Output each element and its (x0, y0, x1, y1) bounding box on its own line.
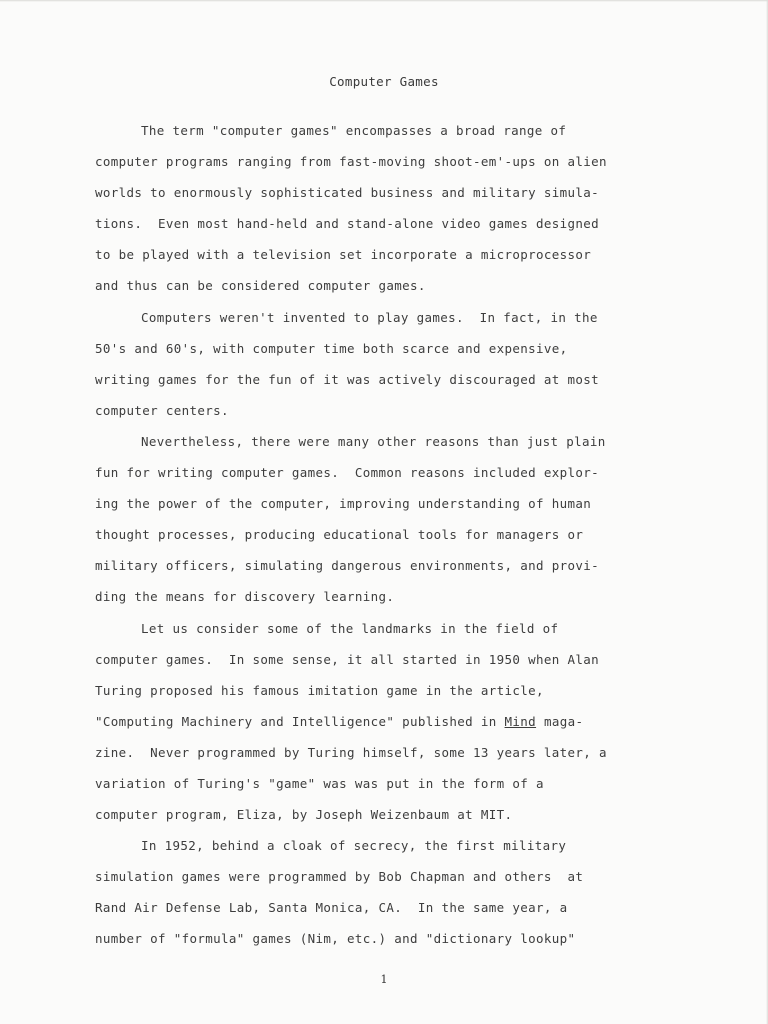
text-line: worlds to enormously sophisticated business and military simula- (95, 185, 600, 201)
text-line: and thus can be considered computer games. (95, 278, 426, 294)
text-line: tions. Even most hand-held and stand-alone video games designed (95, 216, 600, 232)
text-line: Computers weren't invented to play games. In fact, in the (141, 309, 598, 325)
scan-edge-top (0, 0, 768, 2)
text-line: number of "formula" games (Nim, etc.) and "dictionary lookup" (95, 931, 576, 947)
text-line: Nevertheless, there were many other reasons than just plain (141, 433, 606, 449)
text-line: writing games for the fun of it was actively discouraged at most (95, 371, 600, 387)
text-segment: "Computing Machinery and Intelligence" published in (95, 713, 505, 729)
text-segment: maga- (536, 713, 584, 729)
document-body (95, 115, 695, 955)
text-line-with-title (95, 706, 695, 737)
text-line: simulation games were programmed by Bob Chapman and others at (95, 869, 584, 885)
text-line: ing the power of the computer, improving understanding of human (95, 496, 592, 512)
text-line: computer programs ranging from fast-moving shoot-em'-ups on alien (95, 154, 607, 170)
text-line: The term "computer games" encompasses a broad range of (141, 123, 567, 138)
text-line: to be played with a television set incorporate a microprocessor (95, 247, 592, 263)
text-line: In 1952, behind a cloak of secrecy, the first military (141, 838, 567, 854)
text-line: 50's and 60's, with computer time both scarce and expensive, (95, 340, 568, 356)
text-line: zine. Never programmed by Turing himself, some 13 years later, a (95, 744, 607, 760)
text-line: computer centers. (95, 402, 229, 418)
page-number: 1 (380, 973, 388, 986)
text-line: fun for writing computer games. Common reasons included explor- (95, 465, 600, 481)
text-line: computer program, Eliza, by Joseph Weizenbaum at MIT. (95, 807, 513, 823)
text-line: military officers, simulating dangerous environments, and provi- (95, 558, 600, 574)
text-line: computer games. In some sense, it all started in 1950 when Alan (95, 651, 600, 667)
text-line: thought processes, producing educational tools for managers or (95, 527, 584, 543)
text-line: Let us consider some of the landmarks in the field of (141, 620, 559, 636)
text-line: variation of Turing's "game" was was put in the form of a (95, 775, 544, 791)
text-line: ding the means for discovery learning. (95, 589, 395, 605)
page-title: Computer Games (329, 74, 439, 89)
magazine-title: Mind (504, 713, 537, 729)
text-line: Rand Air Defense Lab, Santa Monica, CA. In the same year, a (95, 900, 568, 916)
text-line: Turing proposed his famous imitation game in the article, (95, 682, 544, 698)
